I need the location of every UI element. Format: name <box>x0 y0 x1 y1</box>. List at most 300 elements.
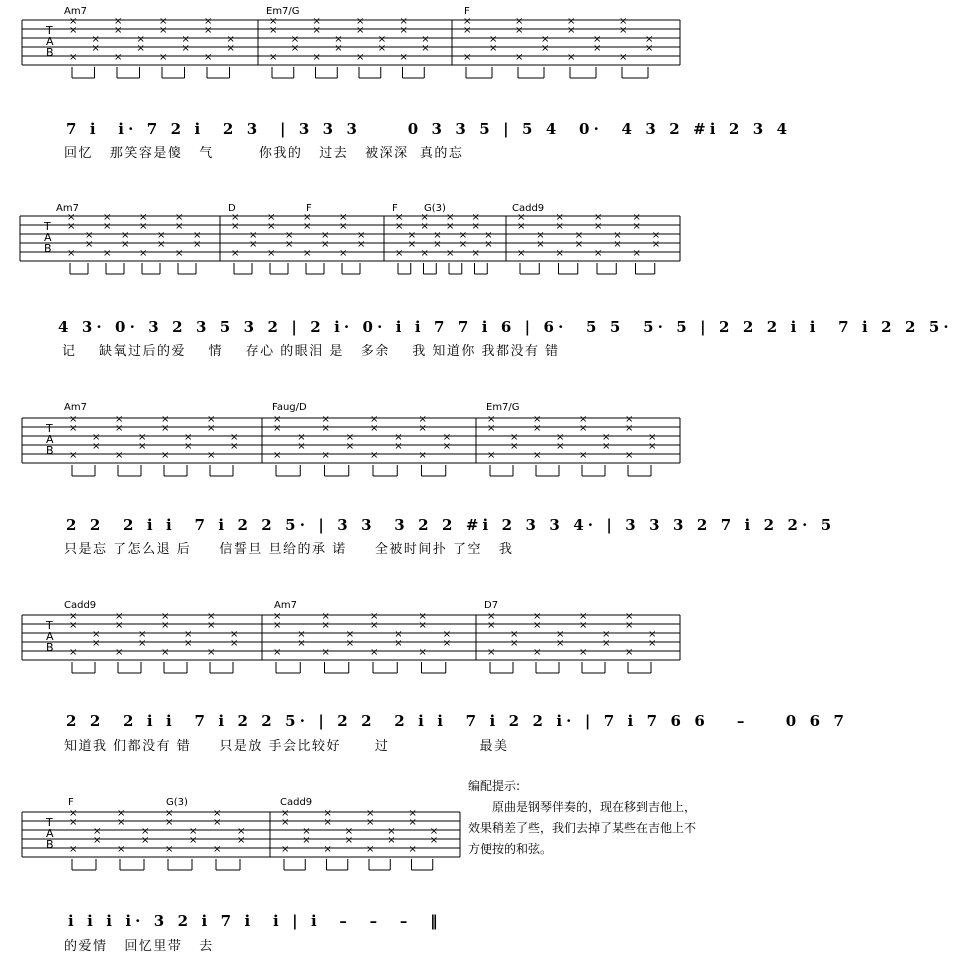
tab-x-mark: × <box>281 844 290 855</box>
tab-x-mark: × <box>226 34 235 45</box>
tab-x-mark: × <box>267 212 276 223</box>
tab-x-mark: × <box>489 34 498 45</box>
tab-x-mark: × <box>510 432 519 443</box>
tab-x-mark: × <box>613 230 622 241</box>
tab-x-mark: × <box>115 423 124 434</box>
jianpu-line: 2 2 2 i i 7 i 2 2 5· | 3 3 3 2 2 #i 2 3 3 4· | 3 3 3 2 7 i 2 2· 5 <box>66 516 836 534</box>
tab-x-mark: × <box>579 620 588 631</box>
tab-x-mark: × <box>115 647 124 658</box>
tab-x-mark: × <box>541 43 550 54</box>
chord-label: Am7 <box>274 600 297 611</box>
tab-x-mark: × <box>651 239 661 250</box>
tab-x-mark: × <box>103 221 112 232</box>
tab-system-3 <box>0 400 836 570</box>
tab-x-mark: × <box>69 647 78 658</box>
tab-x-mark: × <box>161 620 170 631</box>
tab-x-mark: × <box>408 817 417 828</box>
note-body: 原曲是钢琴伴奏的，现在移到吉他上，效果稍差了些，我们去掉了某些在吉他上不方便按的和弦。 <box>468 800 697 856</box>
tab-x-mark: × <box>323 817 332 828</box>
tab-x-mark: × <box>285 230 294 241</box>
tab-x-mark: × <box>345 432 355 443</box>
tab-x-mark: × <box>345 638 355 649</box>
tab-x-mark: × <box>69 25 78 36</box>
tab-clef-letter: A <box>46 630 54 643</box>
tab-x-mark: × <box>69 808 78 819</box>
tab-x-mark: × <box>344 835 354 846</box>
tab-x-mark: × <box>366 844 375 855</box>
chord-label: Cadd9 <box>280 797 313 808</box>
tab-x-mark: × <box>181 34 190 45</box>
tab-x-mark: × <box>471 212 480 223</box>
lyrics-line: 知道我 们都没有 错 只是放 手会比较好 过 最美 <box>64 739 509 754</box>
lyrics-line: 回忆 那笑容是傻 气 你我的 过去 被深深 真的忘 <box>64 146 464 161</box>
tab-x-mark: × <box>269 16 278 27</box>
tab-x-mark: × <box>418 620 427 631</box>
tab-clef-letter: B <box>44 242 52 255</box>
tab-clef-letter: T <box>46 619 53 632</box>
tab-clef-letter: T <box>44 220 51 233</box>
tab-x-mark: × <box>602 638 611 649</box>
tab-x-mark: × <box>138 629 147 640</box>
tab-x-mark: × <box>418 611 427 622</box>
tab-x-mark: × <box>117 817 126 828</box>
tab-x-mark: × <box>67 212 76 223</box>
tab-x-mark: × <box>533 450 542 461</box>
tab-x-mark: × <box>356 25 365 36</box>
tab-x-mark: × <box>207 414 216 425</box>
tab-x-mark: × <box>193 239 202 250</box>
tab-x-mark: × <box>67 221 76 232</box>
tab-x-mark: × <box>175 221 184 232</box>
tab-x-mark: × <box>207 423 216 434</box>
tab-x-mark: × <box>489 43 498 54</box>
tab-x-mark: × <box>204 52 213 63</box>
tab-x-mark: × <box>321 423 330 434</box>
tab-x-mark: × <box>184 432 193 443</box>
tab-x-mark: × <box>267 248 276 259</box>
tab-x-mark: × <box>463 16 472 27</box>
tab-x-mark: × <box>541 34 550 45</box>
tab-clef-letter: T <box>46 816 53 829</box>
tab-x-mark: × <box>648 441 657 452</box>
tab-x-mark: × <box>339 221 348 232</box>
tab-x-mark: × <box>395 248 404 259</box>
tab-x-mark: × <box>231 212 240 223</box>
arrangement-note <box>468 776 704 860</box>
tab-x-mark: × <box>625 414 634 425</box>
tab-x-mark: × <box>446 221 455 232</box>
tab-x-mark: × <box>121 239 130 250</box>
tab-x-mark: × <box>92 629 101 640</box>
tab-x-mark: × <box>334 34 343 45</box>
tab-x-mark: × <box>273 611 282 622</box>
tab-x-mark: × <box>297 441 306 452</box>
chord-label: F <box>306 203 312 214</box>
tab-x-mark: × <box>323 844 332 855</box>
tab-x-mark: × <box>418 414 427 425</box>
tab-x-mark: × <box>356 16 365 27</box>
tab-x-mark: × <box>321 239 330 250</box>
tab-x-mark: × <box>567 52 576 63</box>
tab-x-mark: × <box>115 620 124 631</box>
tab-x-mark: × <box>420 221 429 232</box>
tab-x-mark: × <box>157 239 166 250</box>
tab-x-mark: × <box>92 441 101 452</box>
tab-x-mark: × <box>103 212 112 223</box>
chord-label: Am7 <box>56 203 79 214</box>
tab-x-mark: × <box>175 248 184 259</box>
tab-x-mark: × <box>471 248 480 259</box>
tab-x-mark: × <box>139 248 148 259</box>
tab-x-mark: × <box>395 221 404 232</box>
tab-staff-2 <box>0 200 704 300</box>
tab-clef-letter: B <box>46 46 54 59</box>
tab-x-mark: × <box>213 808 222 819</box>
tab-x-mark: × <box>556 432 565 443</box>
tab-x-mark: × <box>366 817 375 828</box>
tab-x-mark: × <box>370 450 379 461</box>
tab-x-mark: × <box>230 432 239 443</box>
tab-x-mark: × <box>69 414 78 425</box>
tab-x-mark: × <box>136 34 145 45</box>
tab-x-mark: × <box>517 212 526 223</box>
tab-x-mark: × <box>602 432 611 443</box>
tab-x-mark: × <box>204 16 213 27</box>
tab-x-mark: × <box>207 647 216 658</box>
tab-x-mark: × <box>648 629 657 640</box>
tab-x-mark: × <box>290 43 300 54</box>
tab-clef-letter: T <box>46 24 53 37</box>
tab-x-mark: × <box>231 221 240 232</box>
tab-x-mark: × <box>556 441 565 452</box>
chord-label: Em7/G <box>266 6 300 17</box>
tab-x-mark: × <box>230 629 239 640</box>
tab-clef-letter: A <box>46 35 54 48</box>
tab-x-mark: × <box>161 611 170 622</box>
tab-x-mark: × <box>377 43 387 54</box>
tab-x-mark: × <box>487 611 496 622</box>
tab-x-mark: × <box>138 441 147 452</box>
tab-x-mark: × <box>555 221 564 232</box>
tab-x-mark: × <box>69 611 78 622</box>
tab-x-mark: × <box>237 826 246 837</box>
tab-x-mark: × <box>207 611 216 622</box>
lyrics-line: 只是忘 了怎么退 后 信誓旦 旦给的承 诺 全被时间扑 了空 我 <box>64 542 514 557</box>
tab-x-mark: × <box>370 647 379 658</box>
tab-x-mark: × <box>408 808 417 819</box>
chord-label: Am7 <box>64 6 87 17</box>
tab-x-mark: × <box>533 611 542 622</box>
tab-x-mark: × <box>442 638 452 649</box>
tab-x-mark: × <box>420 212 429 223</box>
tab-x-mark: × <box>625 450 634 461</box>
tab-x-mark: × <box>574 230 584 241</box>
tab-x-mark: × <box>420 248 429 259</box>
tab-x-mark: × <box>204 25 213 36</box>
tab-x-mark: × <box>117 844 126 855</box>
tab-x-mark: × <box>321 611 330 622</box>
tab-x-mark: × <box>213 817 222 828</box>
tab-x-mark: × <box>303 212 312 223</box>
tab-x-mark: × <box>92 638 101 649</box>
tab-x-mark: × <box>487 414 496 425</box>
tab-x-mark: × <box>370 620 379 631</box>
tab-x-mark: × <box>515 25 524 36</box>
tab-x-mark: × <box>334 43 343 54</box>
tab-x-mark: × <box>579 414 588 425</box>
tab-x-mark: × <box>651 230 661 241</box>
chord-label: G(3) <box>166 797 188 808</box>
tab-x-mark: × <box>515 52 524 63</box>
tab-x-mark: × <box>312 16 321 27</box>
tab-x-mark: × <box>249 230 258 241</box>
tab-x-mark: × <box>446 212 455 223</box>
tab-staff-4 <box>0 595 704 695</box>
tab-x-mark: × <box>281 808 290 819</box>
chord-label: Em7/G <box>486 402 520 413</box>
tab-x-mark: × <box>165 844 174 855</box>
tab-x-mark: × <box>161 450 170 461</box>
tab-x-mark: × <box>407 239 417 250</box>
tab-x-mark: × <box>69 16 78 27</box>
tab-x-mark: × <box>463 52 472 63</box>
tab-x-mark: × <box>273 414 282 425</box>
chord-label: Faug/D <box>272 402 307 413</box>
tab-x-mark: × <box>121 230 130 241</box>
tab-x-mark: × <box>91 34 100 45</box>
tab-x-mark: × <box>312 25 321 36</box>
tab-x-mark: × <box>510 441 519 452</box>
tab-x-mark: × <box>567 16 576 27</box>
tab-x-mark: × <box>602 441 611 452</box>
tab-x-mark: × <box>312 52 321 63</box>
tab-x-mark: × <box>510 629 519 640</box>
tab-x-mark: × <box>138 638 147 649</box>
tab-x-mark: × <box>138 432 147 443</box>
tab-staff-1 <box>0 0 704 100</box>
tab-x-mark: × <box>207 450 216 461</box>
tab-x-mark: × <box>555 212 564 223</box>
tab-x-mark: × <box>323 808 332 819</box>
tab-x-mark: × <box>117 808 126 819</box>
tab-clef-letter: A <box>44 231 52 244</box>
tab-x-mark: × <box>533 414 542 425</box>
tab-x-mark: × <box>114 25 123 36</box>
tab-x-mark: × <box>594 248 603 259</box>
tab-x-mark: × <box>394 432 403 443</box>
tab-x-mark: × <box>356 52 365 63</box>
chord-label: F <box>392 203 398 214</box>
tab-x-mark: × <box>579 423 588 434</box>
tab-x-mark: × <box>339 212 348 223</box>
tab-x-mark: × <box>159 52 168 63</box>
tab-x-mark: × <box>625 647 634 658</box>
tab-x-mark: × <box>165 817 174 828</box>
tab-x-mark: × <box>302 835 311 846</box>
tab-x-mark: × <box>399 25 408 36</box>
tab-x-mark: × <box>429 835 439 846</box>
tab-x-mark: × <box>285 239 294 250</box>
chord-label: Cadd9 <box>64 600 97 611</box>
tab-x-mark: × <box>433 230 442 241</box>
tab-x-mark: × <box>93 835 102 846</box>
tab-x-mark: × <box>189 835 198 846</box>
tab-x-mark: × <box>625 620 634 631</box>
tab-x-mark: × <box>619 52 628 63</box>
tab-x-mark: × <box>175 212 184 223</box>
tab-x-mark: × <box>344 826 354 837</box>
tab-x-mark: × <box>157 230 166 241</box>
tab-x-mark: × <box>267 221 276 232</box>
tab-x-mark: × <box>487 423 496 434</box>
tab-x-mark: × <box>625 423 634 434</box>
jianpu-line: 4 3· 0· 3 2 3 5 3 2 | 2 i· 0· i i 7 7 i 6 | 6· 5 5 5· 5 | 2 2 2 i i 7 i 2 2 5· <box>58 318 953 336</box>
tab-x-mark: × <box>619 16 628 27</box>
tab-x-mark: × <box>645 34 654 45</box>
tab-x-mark: × <box>92 432 101 443</box>
tab-x-mark: × <box>115 450 124 461</box>
tab-x-mark: × <box>510 638 519 649</box>
tab-x-mark: × <box>533 647 542 658</box>
tab-x-mark: × <box>433 239 442 250</box>
tab-x-mark: × <box>302 826 311 837</box>
tab-x-mark: × <box>226 43 235 54</box>
tab-x-mark: × <box>458 230 468 241</box>
chord-label: F <box>68 797 74 808</box>
tab-x-mark: × <box>394 638 403 649</box>
tab-x-mark: × <box>139 212 148 223</box>
tab-x-mark: × <box>517 221 526 232</box>
tab-x-mark: × <box>574 239 584 250</box>
tab-staff-3 <box>0 400 704 500</box>
tab-x-mark: × <box>613 239 622 250</box>
tab-system-4 <box>0 595 849 765</box>
tab-x-mark: × <box>357 239 366 250</box>
tab-x-mark: × <box>407 230 417 241</box>
tab-x-mark: × <box>136 43 145 54</box>
tab-x-mark: × <box>231 248 240 259</box>
tab-x-mark: × <box>303 248 312 259</box>
tab-x-mark: × <box>91 43 100 54</box>
tab-x-mark: × <box>67 248 76 259</box>
tab-x-mark: × <box>515 16 524 27</box>
tab-x-mark: × <box>594 212 603 223</box>
tab-x-mark: × <box>184 441 193 452</box>
tab-x-mark: × <box>387 835 396 846</box>
tab-x-mark: × <box>408 844 417 855</box>
tab-x-mark: × <box>237 835 246 846</box>
tab-x-mark: × <box>281 817 290 828</box>
tab-x-mark: × <box>303 221 312 232</box>
tab-x-mark: × <box>487 647 496 658</box>
tab-x-mark: × <box>297 629 306 640</box>
tab-x-mark: × <box>536 230 545 241</box>
tab-x-mark: × <box>69 450 78 461</box>
tab-x-mark: × <box>115 414 124 425</box>
tab-x-mark: × <box>230 441 239 452</box>
tab-x-mark: × <box>370 611 379 622</box>
tab-x-mark: × <box>159 25 168 36</box>
tab-x-mark: × <box>69 620 78 631</box>
tab-x-mark: × <box>273 647 282 658</box>
tab-x-mark: × <box>421 34 430 45</box>
tab-x-mark: × <box>69 52 78 63</box>
tab-x-mark: × <box>648 432 657 443</box>
tab-x-mark: × <box>161 423 170 434</box>
tab-x-mark: × <box>366 808 375 819</box>
tab-x-mark: × <box>533 620 542 631</box>
jianpu-line: 7 i i· 7 2 i 2 3 | 3 3 3 0 3 3 5 | 5 4 0· 4 3 2 #i 2 3 4 <box>66 120 792 138</box>
tab-x-mark: × <box>273 450 282 461</box>
lyrics-line: 的爱情 回忆里带 去 <box>64 939 214 954</box>
tab-x-mark: × <box>619 25 628 36</box>
tab-x-mark: × <box>321 230 330 241</box>
tab-x-mark: × <box>394 629 403 640</box>
tab-x-mark: × <box>458 239 468 250</box>
tab-x-mark: × <box>114 52 123 63</box>
tab-x-mark: × <box>269 25 278 36</box>
jianpu-line: 2 2 2 i i 7 i 2 2 5· | 2 2 2 i i 7 i 2 2 i· | 7 i 7 6 6 – 0 6 7 <box>66 712 849 730</box>
tab-x-mark: × <box>533 423 542 434</box>
tab-x-mark: × <box>184 629 193 640</box>
tab-x-mark: × <box>193 230 202 241</box>
tab-x-mark: × <box>517 248 526 259</box>
tab-clef-letter: B <box>46 444 54 457</box>
tab-x-mark: × <box>357 230 366 241</box>
tab-x-mark: × <box>377 34 387 45</box>
tab-clef-letter: B <box>46 838 54 851</box>
tab-x-mark: × <box>632 248 641 259</box>
tab-x-mark: × <box>184 638 193 649</box>
tab-x-mark: × <box>394 441 403 452</box>
tab-clef-letter: T <box>46 422 53 435</box>
tab-x-mark: × <box>85 230 94 241</box>
tab-x-mark: × <box>69 817 78 828</box>
chord-label: D7 <box>484 600 499 611</box>
tab-clef-letter: B <box>46 641 54 654</box>
tab-x-mark: × <box>471 221 480 232</box>
tab-x-mark: × <box>321 647 330 658</box>
tab-x-mark: × <box>141 826 150 837</box>
chord-label: G(3) <box>424 203 446 214</box>
tab-x-mark: × <box>579 450 588 461</box>
tab-x-mark: × <box>321 414 330 425</box>
tab-x-mark: × <box>645 43 654 54</box>
chord-label: Am7 <box>64 402 87 413</box>
tab-x-mark: × <box>141 835 150 846</box>
tab-x-mark: × <box>395 212 404 223</box>
tab-x-mark: × <box>594 221 603 232</box>
lyrics-line: 记 缺氧过后的爱 情 存心 的眼泪 是 多余 我 知道你 我都没有 错 <box>62 344 560 359</box>
tab-x-mark: × <box>69 844 78 855</box>
tab-x-mark: × <box>446 248 455 259</box>
tab-x-mark: × <box>273 620 282 631</box>
tab-x-mark: × <box>442 629 452 640</box>
tab-x-mark: × <box>579 611 588 622</box>
tab-x-mark: × <box>442 441 452 452</box>
tab-x-mark: × <box>370 414 379 425</box>
tab-x-mark: × <box>189 826 198 837</box>
tab-x-mark: × <box>69 423 78 434</box>
tab-x-mark: × <box>625 611 634 622</box>
tab-x-mark: × <box>165 808 174 819</box>
tab-x-mark: × <box>213 844 222 855</box>
tab-x-mark: × <box>536 239 545 250</box>
tab-x-mark: × <box>556 638 565 649</box>
chord-label: F <box>464 6 470 17</box>
tab-x-mark: × <box>555 248 564 259</box>
tab-x-mark: × <box>567 25 576 36</box>
